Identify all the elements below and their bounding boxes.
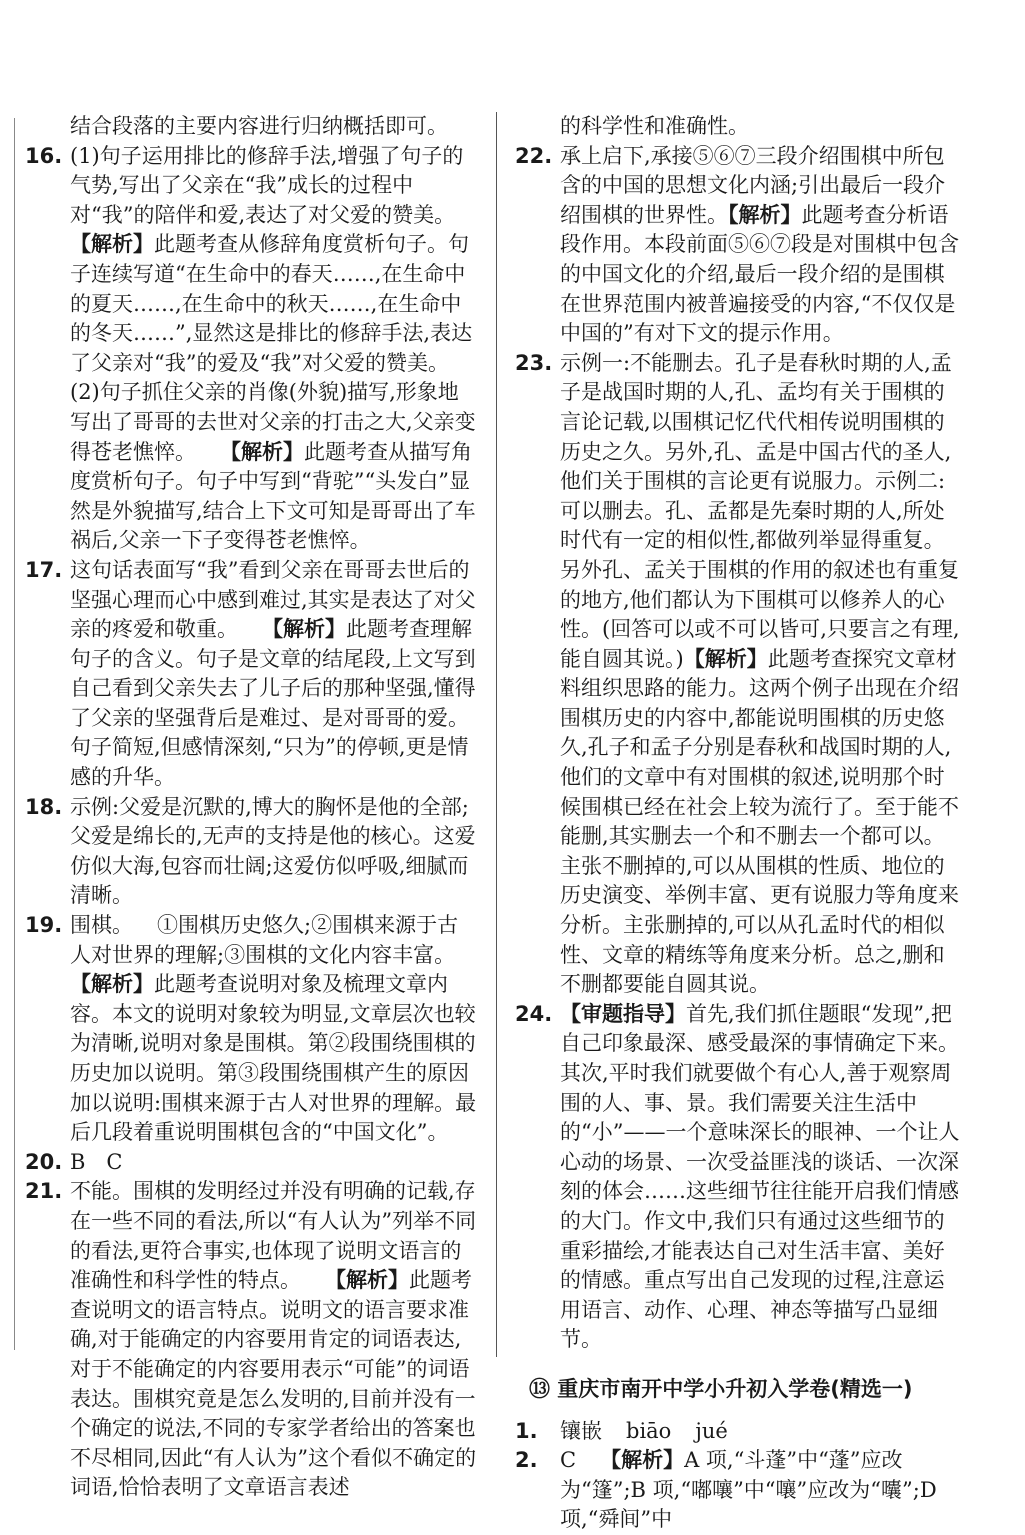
answer-text: 不能。围棋的发明经过并没有明确的记载,存在一些不同的看法,所以“有人认为”列举不同的看法,更符合事实,也体现了说明文语言的准确性和科学性的特点。 【解析】此题考查说明文的语言特点。说明文的语言要求准确,对于能确定的内容要用肯定的词语表达,对于不能确定的内容要用表示“可能”的词语表达。围棋究竟是怎么发明的,目前并没有一个确定的说法,不同的专家学者给出的答案也不尽相同,因此“有人认为”这个看似不确定的词语,恰恰表明了文章语言表述 [70, 1179, 477, 1500]
answer-text: B C [70, 1149, 123, 1174]
question-number: 1. [515, 1418, 538, 1443]
answer-16 [25, 142, 477, 556]
answer-20 [25, 1148, 477, 1178]
answer-text: 镶嵌 biāo jué [560, 1418, 728, 1443]
answer-text: 围棋。 ①围棋历史悠久;②围棋来源于古人对世界的理解;③围棋的文化内容丰富。 [70, 913, 459, 967]
continued-text: 的科学性和准确性。 [560, 114, 749, 138]
analysis-tag: 【解析】 [325, 1268, 409, 1293]
answer-18 [25, 793, 477, 911]
question-number: 17. [25, 557, 63, 582]
analysis-tag: 【解析】 [220, 439, 304, 464]
question-number: 23. [515, 350, 553, 375]
question-number: 18. [25, 794, 63, 819]
pinyin-1: biāo [626, 1418, 672, 1443]
analysis-text: 【解析】此题考查说明对象及梳理文章内容。本文的说明对象较为明显,文章层次也较为清晰,说明对象是围棋。第②段围绕围棋的历史加以说明。第③段围绕围棋产生的原因加以说明:围棋来源于古人对世界的理解。最后几段着重说明围棋包含的“中国文化”。 [70, 972, 477, 1145]
analysis-tag: 【解析】 [683, 646, 768, 671]
question-number: 16. [25, 143, 63, 168]
answer-text: 示例:父爱是沉默的,博大的胸怀是他的全部;父爱是绵长的,无声的支持是他的核心。这爱仿似大海,包容而壮阔;这爱仿似呼吸,细腻而清晰。 [70, 794, 476, 908]
answer-text: (2)句子抓住父亲的肖像(外貌)描写,形象地写出了哥哥的去世对父亲的打击之大,父亲变得苍老憔悴。 【解析】此题考查从描写角度赏析句子。句子中写到“背驼”“头发白”显然是外貌描写,结合上下文可知是哥哥出了车祸后,父亲一下子变得苍老憔悴。 [70, 380, 476, 553]
answer-s1 [515, 1417, 965, 1447]
right-column [515, 112, 965, 1535]
answer-text: 承上启下,承接⑤⑥⑦三段介绍围棋中所包含的中国的思想文化内涵;引出最后一段介绍围棋的世界性。【解析】此题考查分析语段作用。本段前面⑤⑥⑦段是对围棋中包含的中国文化的介绍,最后一段介绍的是围棋在世界范围内被普遍接受的内容,“不仅仅是中国的”有对下文的提示作用。 [560, 143, 959, 346]
answer-21 [25, 1177, 477, 1503]
answer-s2 [515, 1446, 965, 1535]
analysis-tag: 【解析】 [262, 617, 346, 642]
question-number: 21. [25, 1179, 63, 1204]
left-margin-rule [14, 118, 15, 1350]
guidance-tag: 【审题指导】 [560, 1001, 686, 1026]
answer-24 [515, 1000, 965, 1355]
analysis-tag: 【解析】 [728, 202, 802, 227]
left-column [25, 112, 477, 1503]
analysis-tag: 【解析】 [70, 232, 154, 257]
question-number: 20. [25, 1149, 63, 1174]
question-number: 22. [515, 143, 553, 168]
continued-text: 结合段落的主要内容进行归纳概括即可。 [70, 114, 448, 138]
answer-text: 【审题指导】首先,我们抓住题眼“发现”,把自己印象最深、感受最深的事情确定下来。其次,平时我们就要做个有心人,善于观察周围的人、事、景。我们需要关注生活中的“小”——一个意味深长的眼神、一个让人心动的场景、一次受益匪浅的谈话、一次深刻的体会……这些细节往往能开启我们情感的大门。作文中,我们只有通过这些细节的重彩描绘,才能表达自己对生活丰富、美好的情感。重点写出自己发现的过程,注意运用语言、动作、心理、神态等描写凸显细节。 [560, 1001, 960, 1352]
section-title: ⑬ 重庆市南开中学小升初入学卷(精选一) [529, 1376, 913, 1401]
question-number: 2. [515, 1448, 538, 1473]
answer-23 [515, 349, 965, 1000]
analysis-tag: 【解析】 [600, 1448, 685, 1473]
answer-text: (1)句子运用排比的修辞手法,增强了句子的气势,写出了父亲在“我”成长的过程中对“我”的陪伴和爱,表达了对父爱的赞美。 [70, 143, 464, 227]
answer-19 [25, 911, 477, 1148]
answer-17 [25, 556, 477, 793]
question-number: 24. [515, 1001, 553, 1026]
pinyin-2: jué [695, 1418, 728, 1443]
question-number: 19. [25, 913, 63, 938]
answer-text: 示例一:不能删去。孔子是春秋时期的人,孟子是战国时期的人,孔、孟均有关于围棋的言论记载,以围棋记忆代代相传说明围棋的历史之久。另外,孔、孟是中国古代的圣人,他们关于围棋的言论更有说服力。示例二:可以删去。孔、孟都是先秦时期的人,所处时代有一定的相似性,都做列举显得重复。另外孔、孟关于围棋的作用的叙述也有重复的地方,他们都认为下围棋可以修养人的心性。(回答可以或不可以皆可,只要言之有理,能自圆其说。)【解析】此题考查探究文章材料组织思路的能力。这两个例子出现在介绍围棋历史的内容中,都能说明围棋的历史悠久,孔子和孟子分别是春秋和战国时期的人,他们的文章中有对围棋的叙述,说明那个时候围棋已经在社会上较为流行了。至于能不能删,其实删去一个和不删去一个都可以。主张不删掉的,可以从围棋的性质、地位的历史演变、举例丰富、更有说服力等角度来分析。主张删掉的,可以从孔孟时代的相似性、文章的精练等角度来分析。总之,删和不删都要能自圆其说。 [560, 350, 960, 997]
answer-text: 这句话表面写“我”看到父亲在哥哥去世后的坚强心理而心中感到难过,其实是表达了对父亲的疼爱和敬重。 【解析】此题考查理解句子的含义。句子是文章的结尾段,上文写到自己看到父亲失去了儿子后的那种坚强,懂得了父亲的坚强背后是难过、是对哥哥的爱。句子简短,但感情深刻,“只为”的停顿,更是情感的升华。 [70, 557, 476, 790]
analysis-tag: 【解析】 [70, 972, 154, 997]
analysis-text: 【解析】此题考查从修辞角度赏析句子。句子连续写道“在生命中的春天……,在生命中的夏天……,在生命中的秋天……,在生命中的冬天……”,显然这是排比的修辞手法,表达了父亲对“我”的爱及“我”对父爱的赞美。 [70, 232, 473, 375]
answer-22 [515, 142, 965, 349]
answer-text: C 【解析】A 项,“斗蓬”中“蓬”应改为“篷”;B 项,“嘟嚷”中“嚷”应改为“囔”;D 项,“舜间”中 [560, 1448, 937, 1532]
column-divider [496, 112, 497, 1357]
